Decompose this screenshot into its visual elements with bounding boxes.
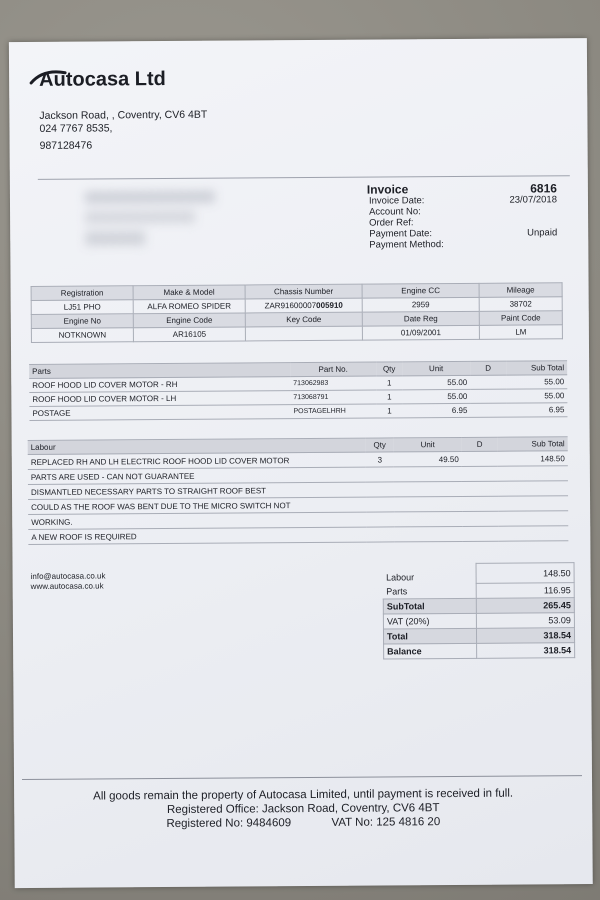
labour-desc: PARTS ARE USED - CAN NOT GUARANTEE — [28, 467, 366, 484]
table-row — [29, 403, 567, 421]
labour-qty — [366, 482, 394, 497]
part-no: 713062983 — [290, 376, 376, 391]
vehicle-header: Make & Model — [133, 285, 245, 300]
part-subtotal: 55.00 — [506, 389, 567, 403]
vehicle-header: Paint Code — [479, 311, 562, 326]
parts-table — [29, 360, 567, 421]
labour-qty: 3 — [366, 452, 394, 467]
part-unit: 55.00 — [402, 389, 470, 403]
labour-d — [462, 451, 498, 466]
parts-header: Parts — [29, 363, 290, 379]
labour-d — [462, 481, 498, 496]
part-d — [470, 403, 506, 417]
balance-label: Balance — [384, 643, 477, 659]
vehicle-header: Engine CC — [362, 283, 479, 298]
vehicle-header: Engine No — [31, 314, 133, 329]
table-row — [28, 526, 568, 545]
part-subtotal: 55.00 — [506, 375, 567, 389]
invoice-title: Invoice — [366, 182, 409, 197]
labour-header: D — [462, 437, 498, 451]
labour-d — [462, 496, 498, 511]
registered-number: Registered No: 9484609 — [166, 817, 292, 831]
labour-total-label: Labour — [386, 571, 415, 582]
company-name: Autocasa Ltd — [39, 68, 166, 91]
contact-email[interactable]: info@autocasa.co.uk — [30, 571, 106, 581]
parts-header: Sub Total — [506, 361, 567, 375]
engine-cc-value: 2959 — [362, 297, 479, 312]
vehicle-header: Date Reg — [362, 311, 479, 326]
labour-subtotal — [498, 466, 568, 481]
contact-website[interactable]: www.autocasa.co.uk — [30, 581, 104, 591]
key-code-value — [245, 326, 362, 341]
parts-header: Part No. — [290, 362, 376, 377]
labour-unit — [394, 496, 462, 511]
subtotal-value: 265.45 — [476, 598, 575, 614]
invoice-date-label: Invoice Date: — [368, 195, 425, 207]
vehicle-header: Engine Code — [133, 313, 245, 328]
labour-subtotal: 148.50 — [498, 451, 568, 466]
labour-unit — [394, 466, 462, 481]
footer-divider — [22, 775, 582, 780]
totals-table — [383, 562, 576, 659]
paint-code-value: LM — [479, 325, 562, 340]
vehicle-header: Registration — [31, 286, 133, 301]
engine-code-value: AR16105 — [133, 327, 245, 342]
payment-date-label: Payment Date: — [369, 228, 433, 240]
part-qty: 1 — [376, 390, 402, 404]
part-no: POSTAGELHRH — [290, 404, 376, 419]
total-label: Total — [383, 628, 476, 644]
labour-desc: REPLACED RH AND LH ELECTRIC ROOF HOOD LID COVER MOTOR — [28, 452, 366, 469]
labour-qty — [366, 512, 394, 527]
labour-subtotal — [498, 511, 568, 526]
date-reg-value: 01/09/2001 — [362, 325, 479, 340]
labour-desc: WORKING. — [28, 512, 366, 529]
labour-desc: COULD AS THE ROOF WAS BENT DUE TO THE MICRO SWITCH NOT — [28, 497, 366, 514]
vehicle-header: Mileage — [479, 283, 562, 298]
part-qty: 1 — [376, 404, 402, 418]
total-value: 318.54 — [476, 628, 575, 644]
registration-value: LJ51 PHO — [31, 300, 133, 315]
labour-d — [462, 511, 498, 526]
header-divider — [38, 175, 570, 180]
vehicle-table — [31, 282, 563, 343]
part-no: 713068791 — [290, 390, 376, 405]
footer-registered-office: Registered Office: Jackson Road, Coventry, CV6 4BT — [166, 802, 440, 817]
redacted-customer-address — [85, 191, 235, 250]
payment-status: Unpaid — [527, 227, 558, 239]
part-unit: 6.95 — [402, 403, 470, 417]
labour-unit — [394, 511, 462, 526]
part-desc: ROOF HOOD LID COVER MOTOR - LH — [29, 391, 290, 407]
subtotal-label: SubTotal — [383, 598, 476, 614]
invoice-number: 6816 — [530, 181, 557, 196]
labour-unit: 49.50 — [394, 451, 462, 466]
contact-block — [31, 571, 106, 592]
part-d — [470, 375, 506, 389]
vat-value: 53.09 — [476, 613, 575, 629]
labour-table — [28, 436, 569, 545]
chassis-suffix: 005910 — [316, 300, 343, 310]
chassis-value — [245, 298, 362, 313]
engine-no-value: NOTKNOWN — [31, 328, 133, 343]
labour-subtotal — [498, 481, 568, 496]
chassis-prefix: ZAR91600007 — [264, 300, 317, 311]
secondary-phone: 987128476 — [39, 139, 93, 152]
balance-value: 318.54 — [476, 643, 575, 659]
part-d — [470, 389, 506, 403]
vehicle-header: Chassis Number — [245, 284, 362, 299]
labour-unit — [394, 526, 462, 541]
labour-qty — [366, 527, 394, 542]
parts-header: D — [470, 361, 506, 375]
mileage-value: 38702 — [479, 297, 562, 312]
parts-header: Unit — [402, 361, 470, 375]
labour-header: Labour — [28, 438, 366, 454]
order-ref-label: Order Ref: — [369, 217, 414, 229]
company-address — [39, 109, 207, 136]
parts-header: Qty — [376, 362, 402, 376]
footer-terms: All goods remain the property of Autocasa Limited, until payment is received in full. — [93, 787, 514, 803]
part-subtotal: 6.95 — [506, 403, 567, 417]
phone-line: 024 7767 8535, — [39, 122, 113, 135]
labour-header: Sub Total — [498, 437, 568, 451]
labour-qty — [366, 497, 394, 512]
vat-number: VAT No: 125 4816 20 — [331, 816, 441, 829]
account-label: Account No: — [369, 206, 421, 218]
part-unit: 55.00 — [402, 375, 470, 389]
labour-d — [462, 466, 498, 481]
labour-d — [462, 526, 498, 541]
vehicle-header: Key Code — [245, 312, 362, 327]
footer-registration — [14, 814, 592, 832]
parts-total-label: Parts — [386, 586, 408, 597]
labour-subtotal — [498, 496, 568, 511]
labour-qty — [366, 467, 394, 482]
address-line: Jackson Road, , Coventry, CV6 4BT — [39, 108, 208, 122]
labour-desc: DISMANTLED NECESSARY PARTS TO STRAIGHT ROOF BEST — [28, 482, 366, 499]
part-desc: POSTAGE — [29, 405, 290, 421]
labour-subtotal — [498, 526, 568, 541]
labour-header: Unit — [394, 437, 462, 451]
parts-total-value: 116.95 — [476, 583, 575, 599]
invoice-date: 23/07/2018 — [509, 194, 558, 206]
part-desc: ROOF HOOD LID COVER MOTOR - RH — [29, 377, 290, 393]
invoice-document — [9, 38, 593, 888]
part-qty: 1 — [376, 376, 402, 390]
make-model-value: ALFA ROMEO SPIDER — [133, 299, 245, 314]
labour-desc: A NEW ROOF IS REQUIRED — [28, 527, 366, 544]
labour-unit — [394, 481, 462, 496]
labour-header: Qty — [366, 438, 394, 452]
vat-label: VAT (20%) — [383, 613, 476, 629]
payment-method-label: Payment Method: — [369, 239, 444, 251]
labour-total-value: 148.50 — [476, 563, 575, 584]
